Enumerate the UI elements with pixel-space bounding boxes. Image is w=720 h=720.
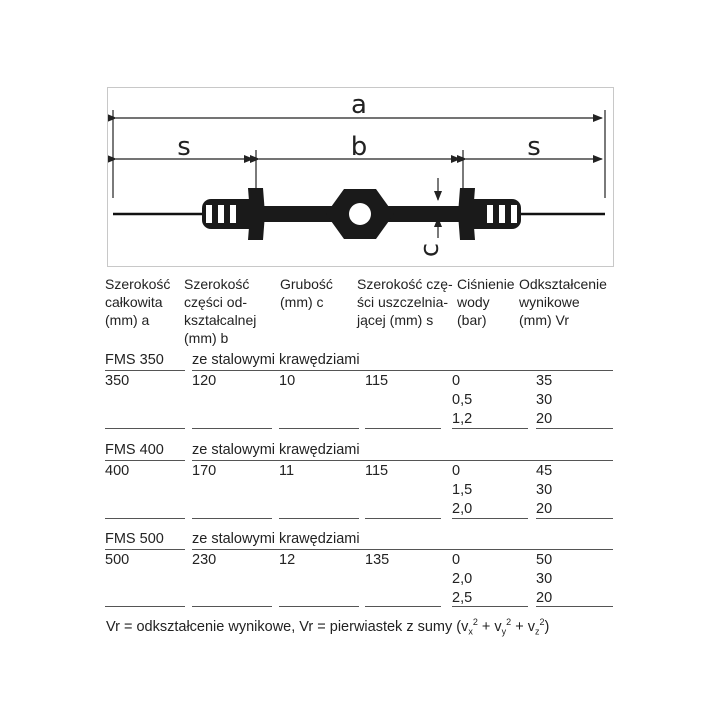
sup-2: 2 (506, 617, 512, 627)
cell-pressure: 0 (452, 463, 461, 479)
header-sealing-width: Szerokość czę- ści uszczelnia- jącej (mm) s (357, 276, 453, 328)
divider (192, 428, 272, 429)
divider (536, 518, 613, 519)
cell-c: 11 (279, 463, 295, 479)
cell-a: 350 (105, 373, 130, 389)
cell-b: 230 (192, 552, 217, 568)
divider (536, 428, 613, 429)
cell-pressure: 2,0 (452, 501, 473, 517)
model-label: FMS 500 (105, 531, 164, 547)
sub-x: x (468, 626, 473, 637)
divider (192, 549, 613, 550)
divider (192, 460, 613, 461)
footnote: Vr = odkształcenie wynikowe, Vr = pierwiastek z sumy $(v_x^2 + v_y^2 + v_z^2)$ (106, 617, 550, 637)
divider (279, 428, 359, 429)
divider (192, 518, 272, 519)
cell-vr: 30 (536, 482, 553, 498)
cell-vr: 20 (536, 501, 553, 517)
model-note: ze stalowymi krawędziami (192, 352, 360, 368)
cell-s: 115 (365, 463, 389, 479)
cell-pressure: 0,5 (452, 392, 473, 408)
divider (365, 606, 441, 607)
model-label: FMS 350 (105, 352, 164, 368)
sup-2: 2 (539, 617, 545, 627)
cell-b: 120 (192, 373, 217, 389)
cell-pressure: 2,0 (452, 571, 473, 587)
waterstop-drawing (107, 87, 614, 267)
cell-b: 170 (192, 463, 217, 479)
divider (452, 428, 528, 429)
label-s-right: s (527, 132, 541, 162)
model-note: ze stalowymi krawędziami (192, 442, 360, 458)
cell-c: 10 (279, 373, 296, 389)
header-thickness: Grubość (mm) c (280, 276, 333, 310)
label-c: c (415, 242, 445, 258)
cell-pressure: 0 (452, 552, 461, 568)
cell-a: 500 (105, 552, 130, 568)
divider (105, 549, 185, 550)
profile-svg (108, 88, 615, 268)
label-a: a (351, 90, 367, 120)
divider (452, 606, 528, 607)
divider (105, 460, 185, 461)
divider (536, 606, 613, 607)
cell-pressure: 1,2 (452, 411, 473, 427)
header-deformation: Odkształcenie wynikowe (mm) Vr (519, 276, 607, 328)
sup-2: 2 (472, 617, 478, 627)
cell-s: 135 (365, 552, 390, 568)
waterstop-profile (113, 188, 605, 240)
cell-vr: 20 (536, 411, 553, 427)
divider (192, 606, 272, 607)
sub-z: z (534, 626, 540, 637)
header-total-width: Szerokość całkowita (mm) a (105, 276, 171, 328)
label-s-left: s (177, 132, 191, 162)
cell-c: 12 (279, 552, 296, 568)
footnote-text: Vr = odkształcenie wynikowe, Vr = pierwiastek z sumy (v (106, 618, 469, 635)
sub-y: y (501, 626, 507, 637)
divider (365, 428, 441, 429)
divider (105, 518, 185, 519)
divider (279, 606, 359, 607)
header-deformable-width: Szerokość części od- kształcalnej (mm) b (184, 276, 257, 346)
divider (452, 518, 528, 519)
cell-pressure: 2,5 (452, 590, 473, 606)
divider (279, 518, 359, 519)
cell-pressure: 1,5 (452, 482, 473, 498)
cell-vr: 50 (536, 552, 553, 568)
label-b: b (350, 132, 368, 162)
cell-vr: 35 (536, 373, 553, 389)
header-water-pressure: Ciśnienie wody (bar) (457, 276, 515, 328)
cell-vr: 45 (536, 463, 553, 479)
model-label: FMS 400 (105, 442, 164, 458)
cell-a: 400 (105, 463, 130, 479)
divider (365, 518, 441, 519)
divider (105, 428, 185, 429)
cell-s: 115 (365, 373, 389, 389)
divider (192, 370, 613, 371)
divider (105, 370, 185, 371)
model-note: ze stalowymi krawędziami (192, 531, 360, 547)
divider (105, 606, 185, 607)
cell-vr: 30 (536, 571, 553, 587)
cell-vr: 30 (536, 392, 553, 408)
cell-vr: 20 (536, 590, 553, 606)
cell-pressure: 0 (452, 373, 461, 389)
